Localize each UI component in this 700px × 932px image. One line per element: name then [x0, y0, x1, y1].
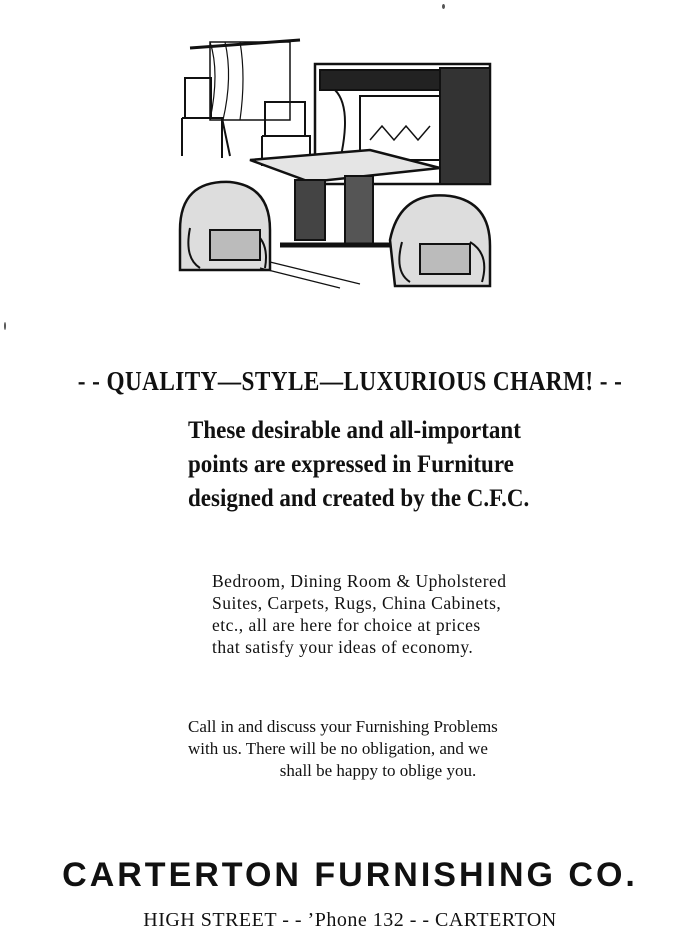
furniture-room-icon	[170, 30, 520, 292]
invitation-line: shall be happy to oblige you.	[279, 761, 477, 780]
headline: - - QUALITY—STYLE—LUXURIOUS CHARM! - -	[77, 366, 623, 396]
products-line: Suites, Carpets, Rugs, China Cabinets,	[212, 593, 502, 613]
products-line: that satisfy your ideas of economy.	[212, 637, 474, 657]
subhead-line: These desirable and all-important	[188, 417, 521, 444]
print-speck	[4, 322, 6, 330]
invitation-line: Call in and discuss your Furnishing Problems	[188, 717, 498, 736]
invitation-paragraph	[188, 716, 568, 782]
print-speck	[442, 4, 445, 9]
subhead-line: designed and created by the C.F.C.	[188, 485, 530, 512]
subhead	[188, 414, 574, 516]
subhead-line: points are expressed in Furniture	[188, 451, 514, 478]
furniture-room-illustration	[170, 30, 520, 292]
company-name: CARTERTON FURNISHING CO.	[62, 856, 638, 894]
address-footer: HIGH STREET - - ’Phone 132 - - CARTERTON	[143, 909, 557, 931]
products-line: etc., all are here for choice at prices	[212, 615, 481, 635]
products-paragraph	[212, 570, 552, 658]
invitation-line: with us. There will be no obligation, and we	[188, 739, 488, 758]
products-line: Bedroom, Dining Room & Upholstered	[212, 571, 507, 591]
